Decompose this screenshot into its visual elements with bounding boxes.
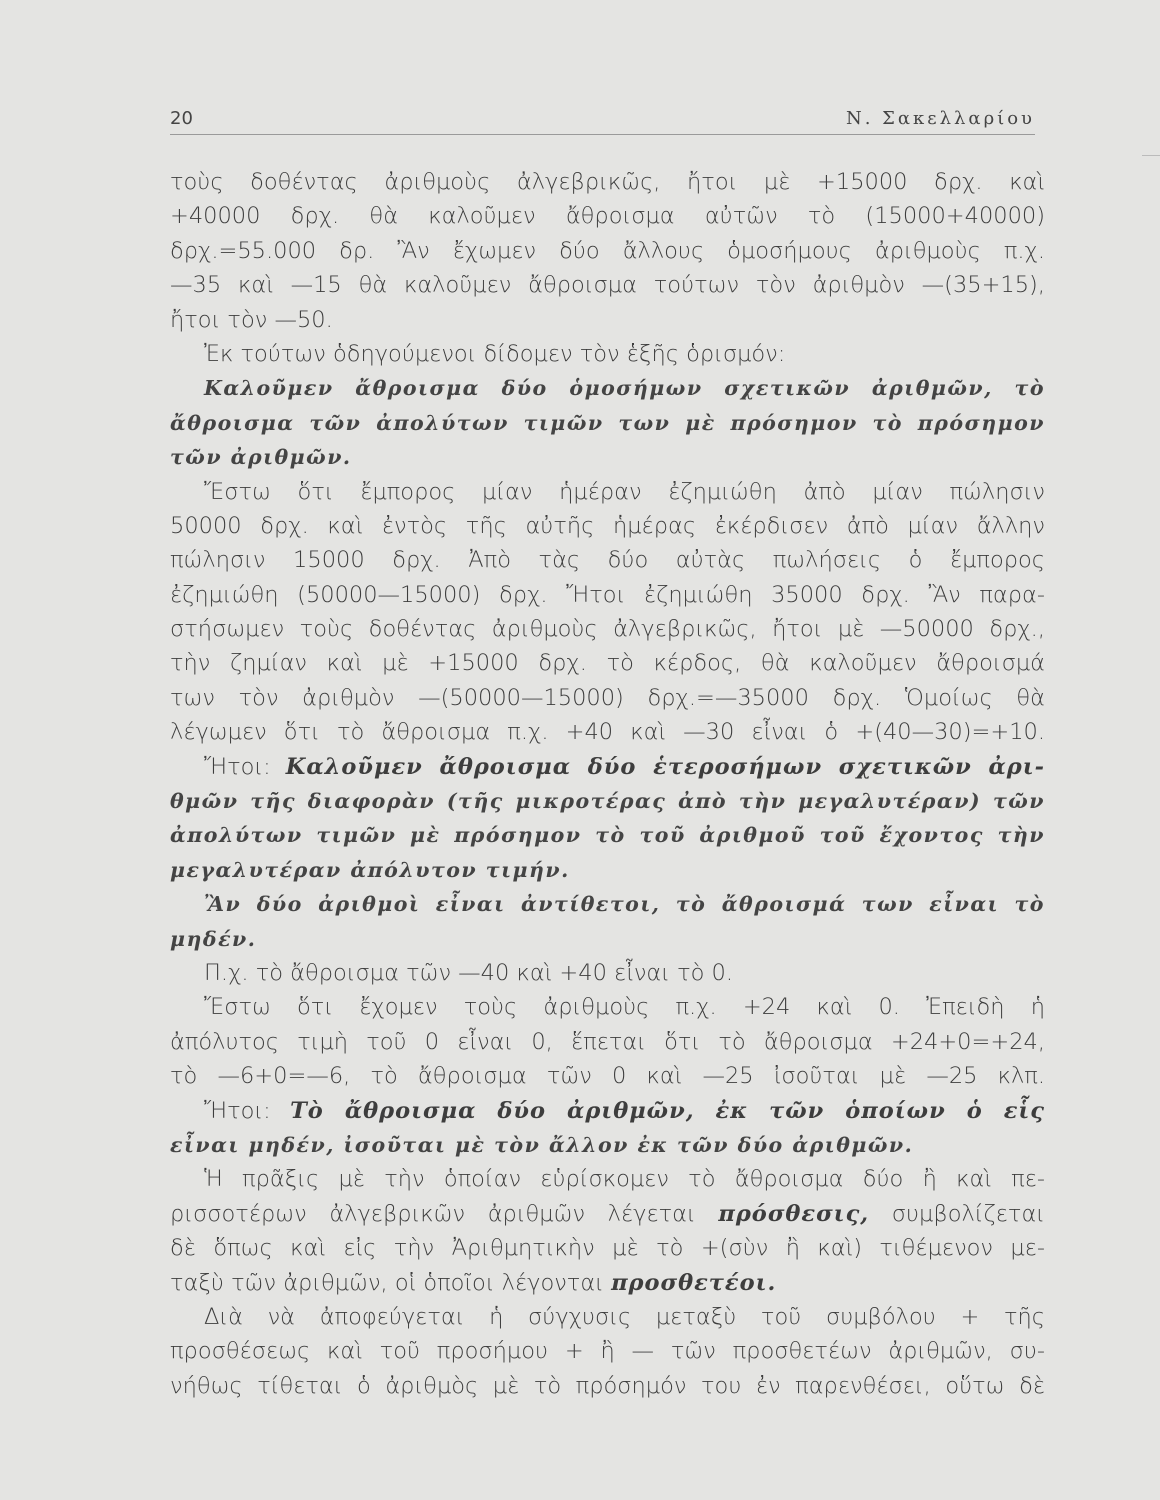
text-line — [170, 1197, 1045, 1231]
text-line: δρχ.=55.000 δρ. Ἂν ἔχωμεν δύο ἄλλους ὁμοσήμους ἀριθμοὺς π.χ. — [170, 237, 1045, 264]
text-segment: ταξὺ τῶν ἀριθμῶν, οἱ ὁποῖοι λέγονται — [170, 1269, 604, 1296]
definition-line: ἀπολύτων τιμῶν μὲ πρόσημον τὸ τοῦ ἀριθμοῦ τοῦ ἔχοντος τὴν — [170, 823, 1045, 848]
text-line: Ἡ πρᾶξις μὲ τὴν ὁποίαν εὑρίσκομεν τὸ ἄθροισμα δύο ἢ καὶ πε- — [204, 1166, 1045, 1193]
text-line: —35 καὶ —15 θὰ καλοῦμεν ἄθροισμα τούτων τὸν ἀριθμὸν —(35+15), — [170, 272, 1045, 299]
definition-prefix: Ἤτοι: — [204, 1097, 271, 1124]
text-line: Ἔστω ὅτι ἔχομεν τοὺς ἀριθμοὺς π.χ. +24 καὶ 0. Ἐπειδὴ ἡ — [204, 994, 1045, 1021]
text-line: τοὺς δοθέντας ἀριθμοὺς ἀλγεβρικῶς, ἤτοι μὲ +15000 δρχ. καὶ — [170, 169, 1045, 195]
page-header — [170, 108, 1035, 135]
text-line: ἐζημιώθη (50000—15000) δρχ. Ἤτοι ἐζημιώθη 35000 δρχ. Ἂν παρα- — [170, 581, 1045, 608]
running-head: Ν. Σακελλαρίου — [845, 108, 1035, 129]
definition-line: μηδέν. — [170, 926, 257, 951]
definition-line: Ἂν δύο ἀριθμοὶ εἶναι ἀντίθετοι, τὸ ἄθροισμά των εἶναι τὸ — [204, 892, 1045, 917]
definition-line: εἶναι μηδέν, ἰσοῦται μὲ τὸν ἄλλον ἐκ τῶν δύο ἀριθμῶν. — [170, 1132, 914, 1157]
text-line: τὸ —6+0=—6, τὸ ἄθροισμα τῶν 0 καὶ —25 ἰσοῦται μὲ —25 κλπ. — [170, 1063, 1045, 1090]
body-text — [170, 165, 1045, 1403]
text-line: +40000 δρχ. θὰ καλοῦμεν ἄθροισμα αὐτῶν τὸ (15000+40000) — [170, 203, 1045, 230]
text-line: Διὰ νὰ ἀποφεύγεται ἡ σύγχυσις μεταξὺ τοῦ συμβόλου + τῆς — [204, 1303, 1045, 1330]
text-line — [170, 1266, 1045, 1300]
text-segment: ρισσοτέρων ἀλγεβρικῶν ἀριθμῶν λέγεται — [170, 1200, 696, 1227]
text-line: Ἔστω ὅτι ἔμπορος μίαν ἡμέραν ἐζημιώθη ἀπὸ μίαν πώλησιν — [204, 478, 1045, 505]
term-italic: προσθετέοι. — [611, 1269, 777, 1296]
text-segment: συμβολίζεται — [891, 1200, 1045, 1227]
text-line: στήσωμεν τοὺς δοθέντας ἀριθμοὺς ἀλγεβρικῶς, ἤτοι μὲ —50000 δρχ., — [170, 616, 1045, 643]
text-line: δὲ ὅπως καὶ εἰς τὴν Ἀριθμητικὴν μὲ τὸ +(σὺν ἢ καὶ) τιθέμενον με- — [170, 1235, 1045, 1262]
definition-line: τῶν ἀριθμῶν. — [170, 445, 352, 470]
text-line: των τὸν ἀριθμὸν —(50000—15000) δρχ.=—35000 δρχ. Ὁμοίως θὰ — [170, 684, 1045, 711]
definition-line: Καλοῦμεν ἄθροισμα δύο ὁμοσήμων σχετικῶν ἀριθμῶν, τὸ — [204, 376, 1045, 401]
text-line: ἤτοι τὸν —50. — [170, 306, 333, 333]
page-number: 20 — [170, 108, 193, 129]
text-line: Ἐκ τούτων ὁδηγούμενοι δίδομεν τὸν ἑξῆς ὁρισμόν: — [204, 340, 786, 367]
definition-italic: Καλοῦμεν ἄθροισμα δύο ἑτεροσήμων σχετικῶν ἀρι- — [285, 753, 1045, 780]
text-line: Π.χ. τὸ ἄθροισμα τῶν —40 καὶ +40 εἶναι τὸ 0. — [204, 959, 734, 986]
text-line: 50000 δρχ. καὶ ἐντὸς τῆς αὐτῆς ἡμέρας ἐκέρδισεν ἀπὸ μίαν ἄλλην — [170, 512, 1045, 539]
definition-line: ἄθροισμα τῶν ἀπολύτων τιμῶν των μὲ πρόσημον τὸ πρόσημον — [170, 410, 1045, 435]
definition-line — [170, 750, 1045, 784]
margin-mark — [1142, 155, 1160, 156]
text-line: πώλησιν 15000 δρχ. Ἀπὸ τὰς δύο αὐτὰς πωλήσεις ὁ ἔμπορος — [170, 547, 1045, 574]
text-line: τὴν ζημίαν καὶ μὲ +15000 δρχ. τὸ κέρδος, θὰ καλοῦμεν ἄθροισμά — [170, 650, 1045, 677]
definition-prefix: Ἤτοι: — [204, 753, 271, 780]
definition-italic: Τὸ ἄθροισμα δύο ἀριθμῶν, ἐκ τῶν ὁποίων ὁ εἷς — [290, 1097, 1045, 1124]
definition-line — [170, 1094, 1045, 1128]
text-line: νήθως τίθεται ὁ ἀριθμὸς μὲ τὸ πρόσημόν του ἐν παρενθέσει, οὕτω δὲ — [170, 1372, 1045, 1399]
definition-line: θμῶν τῆς διαφορὰν (τῆς μικροτέρας ἀπὸ τὴν μεγαλυτέραν) τῶν — [170, 789, 1045, 814]
text-line: ἀπόλυτος τιμὴ τοῦ 0 εἶναι 0, ἕπεται ὅτι τὸ ἄθροισμα +24+0=+24, — [170, 1028, 1045, 1055]
text-line: προσθέσεως καὶ τοῦ προσήμου + ἢ — τῶν προσθετέων ἀριθμῶν, συ- — [170, 1338, 1045, 1365]
term-italic: πρόσθεσις, — [718, 1200, 870, 1227]
definition-line: μεγαλυτέραν ἀπόλυτον τιμήν. — [170, 857, 570, 882]
text-line: λέγωμεν ὅτι τὸ ἄθροισμα π.χ. +40 καὶ —30 εἶναι ὁ +(40—30)=+10. — [170, 719, 1045, 746]
